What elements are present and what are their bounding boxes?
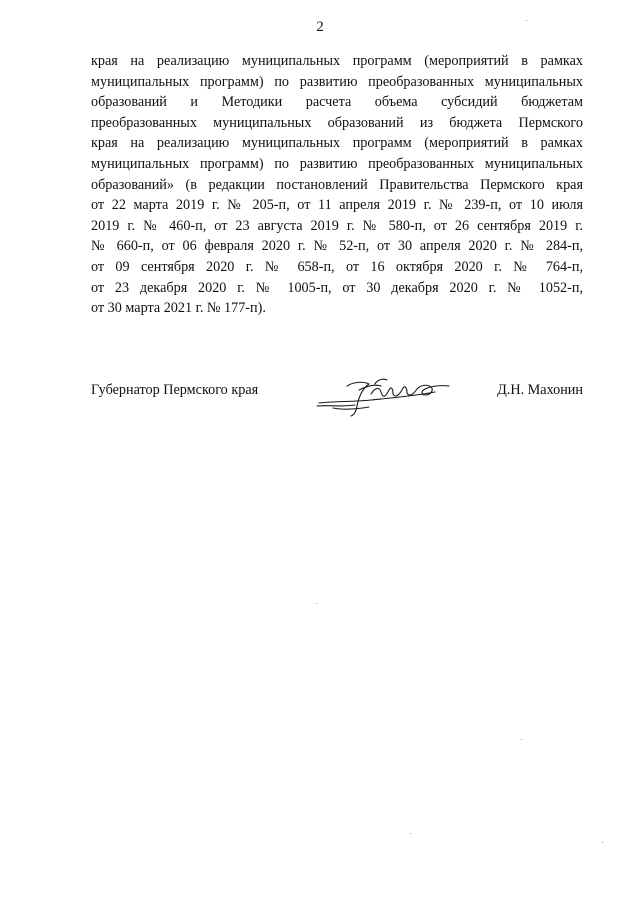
body-line: края на реализацию муниципальных программ (мероприятий в рамках (91, 53, 583, 69)
body-line: образований» (в редакции постановлений Правительства Пермского края (91, 176, 583, 193)
body-line: от 22 марта 2019 г. № 205-п, от 11 апреля 2019 г. № 239-п, от 10 июля (91, 197, 583, 214)
body-line: № 660-п, от 06 февраля 2020 г. № 52-п, от 30 апреля 2020 г. № 284-п, (91, 238, 583, 255)
page-number: 2 (316, 19, 324, 35)
body-line: муниципальных программ) по развитию преобразованных муниципальных (91, 155, 583, 172)
handwritten-signature (313, 372, 463, 418)
scan-speck (602, 842, 603, 843)
scan-speck (410, 833, 411, 834)
scan-speck (526, 20, 527, 21)
body-line-last: от 30 марта 2021 г. № 177-п). (91, 300, 266, 317)
body-text (91, 51, 583, 319)
signer-position-title: Губернатор Пермского края (91, 382, 259, 398)
body-line: от 09 сентября 2020 г. № 658-п, от 16 октября 2020 г. № 764-п, (91, 258, 583, 275)
signer-name: Д.Н. Махонин (497, 382, 583, 398)
body-line: преобразованных муниципальных образований из бюджета Пермского (91, 114, 583, 131)
body-line: образований и Методики расчета объема субсидий бюджетам (91, 94, 583, 111)
body-line: 2019 г. № 460-п, от 23 августа 2019 г. № 580-п, от 26 сентября 2019 г. (91, 217, 583, 234)
scan-speck (316, 603, 317, 604)
body-line: края на реализацию муниципальных программ (мероприятий в рамках (91, 135, 583, 152)
scan-speck (521, 739, 522, 740)
body-line: муниципальных программ) по развитию преобразованных муниципальных (91, 73, 583, 90)
signature-block (91, 372, 583, 422)
body-line: от 23 декабря 2020 г. № 1005-п, от 30 декабря 2020 г. № 1052-п, (91, 279, 583, 296)
